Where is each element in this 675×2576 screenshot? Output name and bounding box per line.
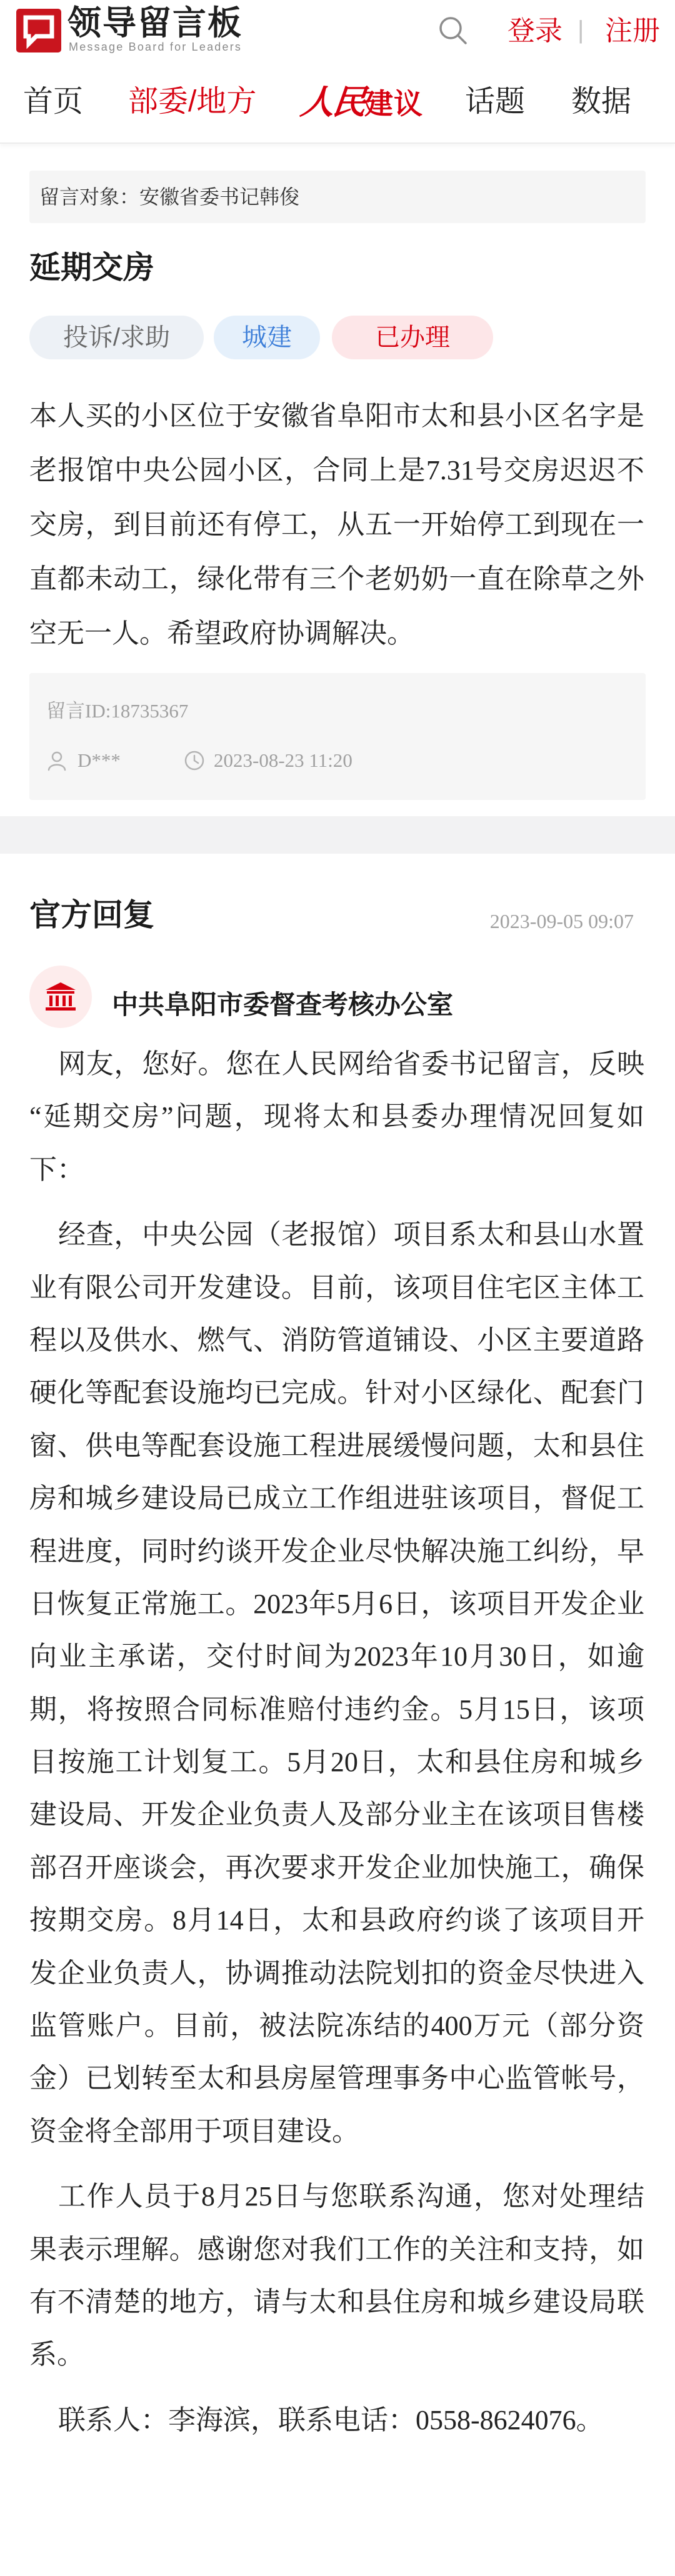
reply-line: 网友，您好。您在人民网给省委书记留言，反映 [58,1049,644,1079]
reply-line: 目按施工计划复工。5月20日，太和县住房和城乡 [29,1747,644,1778]
message-time: 2023-08-23 11:20 [214,749,352,771]
nav-item-topics[interactable]: 话题 [465,85,526,118]
nav-item-people-suggestions[interactable] [298,82,423,122]
tag-category[interactable]: 投诉/求助 [29,316,204,359]
message-body [29,389,644,661]
reply-paragraph [29,2170,644,2382]
nav-item-ministries-local[interactable]: 部委/地方 [128,85,257,118]
reply-line: 业有限公司开发建设。目前，该项目住宅区主体工 [29,1272,644,1303]
people-brand-mark: 人民 [298,82,367,122]
reply-line: 期，将按照合同标准赔付违约金。5月15日，该项 [29,1694,644,1725]
reply-line: 房和城乡建设局已成立工作组进驻该项目，督促工 [29,1483,644,1514]
reply-time: 2023-09-05 09:07 [489,910,634,932]
reply-paragraph [29,1038,644,1196]
message-title: 延期交房 [29,250,154,285]
site-logo[interactable] [0,0,250,62]
register-link[interactable]: 注册 [605,16,660,46]
message-body-line: 直都未动工，绿化带有三个老奶奶一直在除草之外 [29,564,644,594]
user-icon [46,750,68,771]
reply-line: 建设局、开发企业负责人及部分业主在该项目售楼 [29,1799,644,1830]
reply-line: 发企业负责人，协调推动法院划扣的资金尽快进入 [29,1957,644,1989]
logo-subtitle: Message Board for Leaders [69,41,242,53]
message-body-line: 老报馆中央公园小区，合同上是7.31号交房迟迟不 [29,455,644,486]
reply-contact-line: 联系人：李海滨，联系电话：0558-8624076。 [58,2404,604,2435]
nav-item-home[interactable]: 首页 [23,85,84,118]
reply-body [29,1038,644,2459]
reply-line: 硬化等配套设施均已完成。针对小区绿化、配套门 [29,1377,644,1409]
reply-line: 监管账户。目前，被法院冻结的400万元（部分资 [29,2010,644,2042]
tag-domain[interactable]: 城建 [214,316,320,359]
message-meta [29,673,646,800]
reply-line: 金）已划转至太和县房屋管理事务中心监管帐号， [29,2063,644,2094]
reply-organization: 中共阜阳市委督查考核办公室 [112,990,454,1019]
reply-line: 程进度，同时约谈开发企业尽快解决施工纠纷，早 [29,1535,644,1567]
message-id: 留言ID:18735367 [46,700,189,722]
message-author: D*** [78,749,121,771]
auth-divider: | [578,16,584,44]
message-body-line: 空无一人。希望政府协调解决。 [29,618,414,649]
reply-paragraph [29,2394,644,2447]
reply-line: 窗、供电等配套设施工程进展缓慢问题，太和县住 [29,1430,644,1461]
reply-paragraph [29,1209,644,2158]
recipient-label: 留言对象：安徽省委书记韩俊 [39,186,300,208]
search-icon[interactable] [438,15,469,46]
top-bar [0,0,675,67]
speech-bubble-logo-icon [16,9,61,52]
message-body-line: 交房，到目前还有停工，从五一开始停工到现在一 [29,509,644,540]
reply-line: 工作人员于8月25日与您联系沟通，您对处理结 [58,2181,644,2212]
recipient-box [29,171,646,223]
reply-line: 向业主承诺，交付时间为2023年10月30日，如逾 [29,1641,644,1672]
reply-line: 资金将全部用于项目建设。 [29,2115,359,2147]
reply-line: 按期交房。8月14日，太和县政府约谈了该项目开 [29,1905,644,1936]
reply-line: 下： [29,1154,84,1185]
nav-item-data[interactable]: 数据 [571,85,632,118]
reply-line: 有不清楚的地方，请与太和县住房和城乡建设局联 [29,2286,644,2317]
government-building-icon [29,966,92,1028]
message-body-line: 本人买的小区位于安徽省阜阳市太和县小区名字是 [29,401,644,431]
status-badge: 已办理 [332,316,493,359]
reply-line: 日恢复正常施工。2023年5月6日，该项目开发企业 [29,1588,644,1619]
main-nav [0,74,675,144]
reply-line: 经查，中央公园（老报馆）项目系太和县山水置 [58,1219,644,1251]
logo-title: 领导留言板 [68,4,242,42]
reply-line: 部召开座谈会，再次要求开发企业加快施工，确保 [29,1852,644,1883]
reply-heading: 官方回复 [29,897,154,932]
reply-line: 程以及供水、燃气、消防管道铺设、小区主要道路 [29,1324,644,1355]
nav-item-label: 建议 [364,87,423,120]
login-link[interactable]: 登录 [508,16,562,46]
reply-line: 果表示理解。感谢您对我们工作的关注和支持，如 [29,2234,644,2265]
section-divider [0,816,675,854]
reply-line: 系。 [29,2339,84,2370]
clock-icon [184,750,205,771]
reply-line: “延期交房”问题，现将太和县委办理情况回复如 [29,1101,644,1132]
